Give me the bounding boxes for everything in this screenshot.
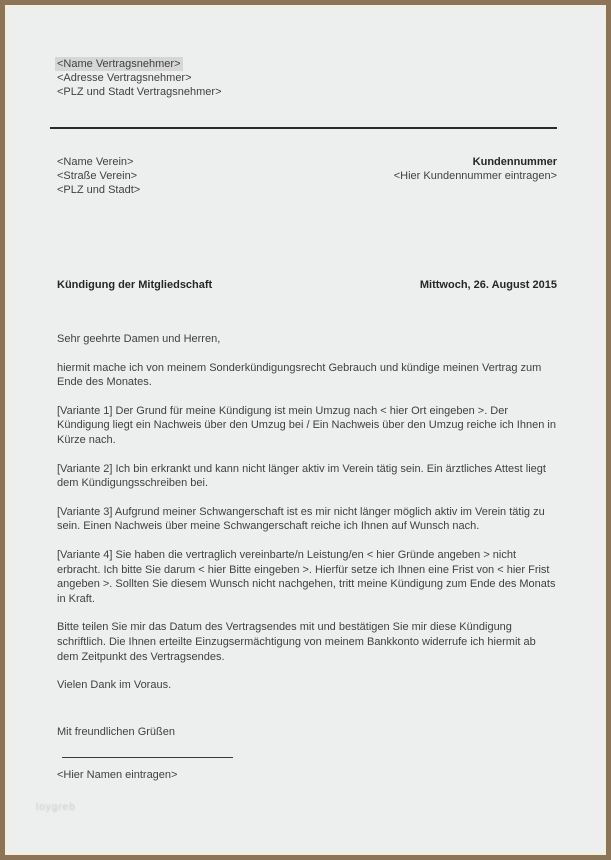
association-address-block <box>57 155 140 197</box>
header-divider-line <box>50 127 557 129</box>
letter-date: Mittwoch, 26. August 2015 <box>419 279 557 291</box>
association-street-placeholder: <Straße Verein> <box>57 170 138 182</box>
watermark: loygreb <box>36 802 76 813</box>
subject-and-date-row <box>57 278 557 292</box>
thanks-line: Vielen Dank im Voraus. <box>57 679 172 692</box>
customer-number-label: Kundennummer <box>472 156 557 168</box>
signature-line <box>62 757 233 758</box>
letter-body <box>57 332 558 753</box>
body-paragraph-variante-1: [Variante 1] Der Grund für meine Kündigung ist mein Umzug nach < hier Ort eingeben >. Der Kündigung liegt ein Nachweis über den Umzug bei / Ein Nachweis über den Umzug reiche ich Ihnen in Kürze nach. <box>57 404 556 446</box>
association-city-placeholder: <PLZ und Stadt> <box>57 184 141 196</box>
body-paragraph-variante-2: [Variante 2] Ich bin erkrankt und kann nicht länger aktiv im Verein tätig sein. Ein ärztliches Attest liegt dem Kündigungsschreiben bei. <box>57 462 546 490</box>
body-paragraph-confirmation: Bitte teilen Sie mir das Datum des Vertragsendes mit und bestätigen Sie mir diese Kündigung schriftlich. Die Ihnen erteilte Einzugsermächtigung von meinem Bankkonto widerrufe ich hiermit ab dem Zeitpunkt des Vertragsendes. <box>57 621 536 663</box>
subject-line: Kündigung der Mitgliedschaft <box>57 279 213 291</box>
recipient-city-placeholder: <PLZ und Stadt Vertragsnehmer> <box>57 86 222 98</box>
recipient-address-block <box>57 57 222 99</box>
association-and-customer-row <box>57 155 557 197</box>
customer-number-placeholder: <Hier Kundennummer eintragen> <box>393 170 557 182</box>
body-paragraph-intro: hiermit mache ich von meinem Sonderkündigungsrecht Gebrauch und kündige meinen Vertrag zum Ende des Monates. <box>57 361 542 389</box>
recipient-street-placeholder: <Adresse Vertragsnehmer> <box>57 72 192 84</box>
salutation: Sehr geehrte Damen und Herren, <box>57 333 221 345</box>
body-paragraph-variante-3: [Variante 3] Aufgrund meiner Schwangerschaft ist es mir nicht länger möglich aktiv im Verein tätig zu sein. Einen Nachweis über meine Schwangerschaft reiche ich Ihnen auf Wunsch nach. <box>57 505 545 533</box>
customer-number-block <box>394 155 557 197</box>
closing-line: Mit freundlichen Grüßen <box>57 725 175 738</box>
recipient-name-placeholder: <Name Vertragsnehmer> <box>57 58 181 70</box>
body-paragraph-variante-4: [Variante 4] Sie haben die vertraglich vereinbarte/n Leistung/en < hier Gründe angeben > nicht erbracht. Ich bitte Sie darum < hier Bitte eingeben >. Hierfür setze ich Ihnen eine Frist von < hier Frist angeben >. Sollten Sie diesem Wunsch nicht nachgehen, tritt meine Kündigung zum Ende des Monats in Kraft. <box>57 548 556 605</box>
signature-name-placeholder: <Hier Namen eintragen> <box>57 769 178 781</box>
association-name-placeholder: <Name Verein> <box>57 156 134 168</box>
